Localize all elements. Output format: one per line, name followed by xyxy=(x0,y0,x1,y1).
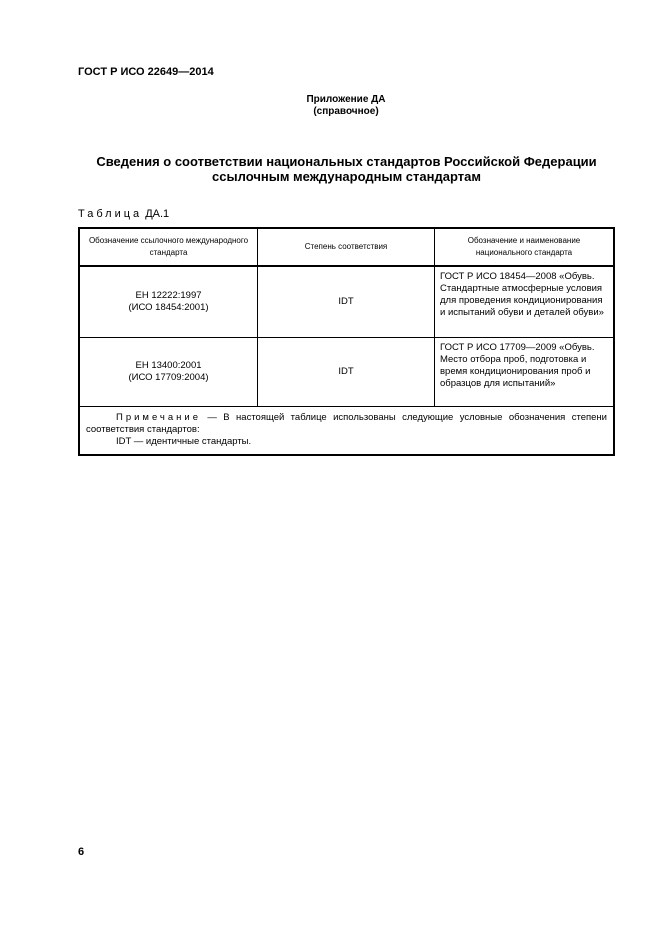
table-caption-number: ДА.1 xyxy=(145,208,170,220)
table-note-row xyxy=(79,406,614,455)
document-code: ГОСТ Р ИСО 22649—2014 xyxy=(78,66,214,78)
section-heading-line1: Сведения о соответствии национальных стандартов Российской Федерации xyxy=(96,154,597,169)
table-row xyxy=(79,266,614,337)
header-degree-of-correspondence: Степень соответствия xyxy=(258,228,435,266)
table-note xyxy=(79,406,614,455)
cell-national-standard: ГОСТ Р ИСО 17709—2009 «Обувь. Место отбора проб, подготовка и время кондиционирования проб и образцов для испытаний» xyxy=(435,337,615,406)
table-row xyxy=(79,337,614,406)
reference-en: ЕН 13400:2001 xyxy=(135,359,202,371)
header-international-standard: Обозначение ссылочного международного стандарта xyxy=(79,228,258,266)
cell-national-standard: ГОСТ Р ИСО 18454—2008 «Обувь. Стандартные атмосферные условия для проведения кондиционирования и испытаний обуви и деталей обуви» xyxy=(435,266,615,337)
correspondence-table xyxy=(78,227,615,456)
table-caption xyxy=(78,208,169,220)
reference-iso: (ИСО 17709:2004) xyxy=(128,371,209,383)
cell-reference-standard xyxy=(79,266,258,337)
note-legend: IDT — идентичные стандарты. xyxy=(116,435,252,447)
cell-degree: IDT xyxy=(258,266,435,337)
annex-title: Приложение ДА xyxy=(306,94,386,105)
section-heading-line2: ссылочным международным стандартам xyxy=(212,169,481,184)
note-text: — В настоящей таблице использованы следующие условные обозначения степени соответствия стандартов: xyxy=(86,411,607,435)
reference-iso: (ИСО 18454:2001) xyxy=(128,301,209,313)
cell-degree: IDT xyxy=(258,337,435,406)
annex-kind: (справочное) xyxy=(313,106,379,117)
header-national-standard: Обозначение и наименование национального стандарта xyxy=(435,228,615,266)
cell-reference-standard xyxy=(79,337,258,406)
table-header-row xyxy=(79,228,614,266)
page-number: 6 xyxy=(78,846,85,858)
reference-en: ЕН 12222:1997 xyxy=(135,289,202,301)
note-label: Примечание xyxy=(116,411,201,423)
table-caption-label: Таблица xyxy=(78,208,143,220)
